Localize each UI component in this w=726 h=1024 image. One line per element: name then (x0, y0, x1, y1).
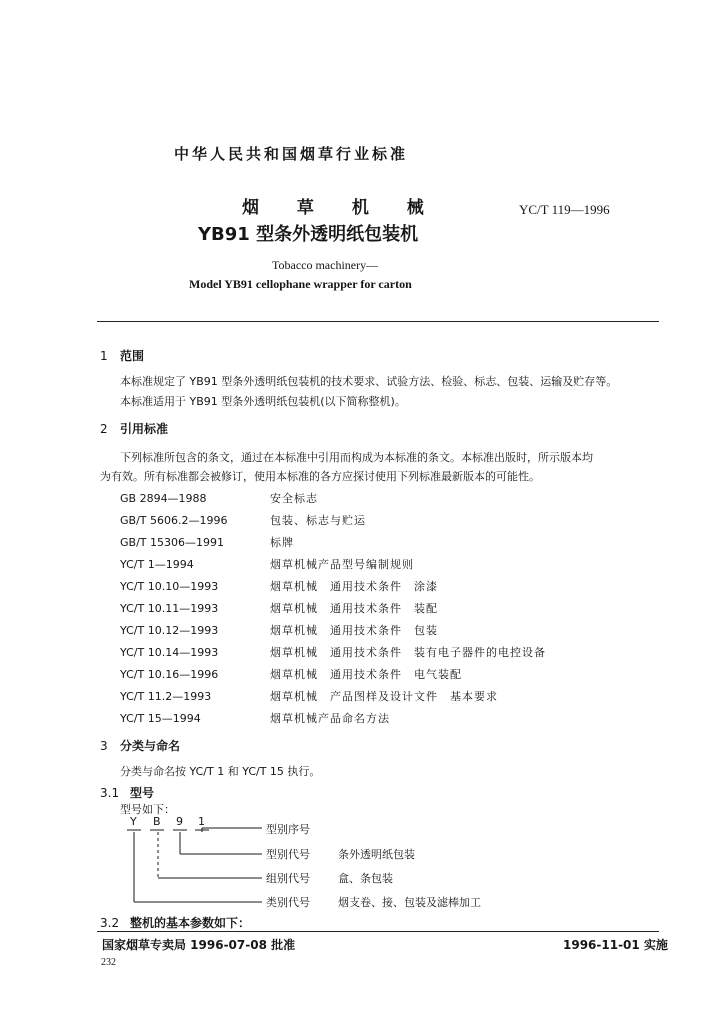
section-3-para: 分类与命名按 YC/T 1 和 YC/T 15 执行。 (120, 765, 321, 778)
english-title-line2: Model YB91 cellophane wrapper for carton (189, 277, 412, 291)
subsection-3-2-number: 3.2 (100, 916, 120, 930)
english-title-line1: Tobacco machinery— (272, 258, 379, 272)
reference-code: YC/T 10.16—1996 (120, 668, 219, 681)
model-letter-y: Y (130, 815, 137, 828)
subsection-3-1-title: 型号 (130, 786, 155, 800)
model-digit-1: 1 (198, 815, 205, 828)
reference-name: 烟草机械 通用技术条件 涂漆 (270, 580, 438, 593)
section-1-number: 1 (100, 349, 108, 363)
reference-name: 烟草机械 通用技术条件 装有电子器件的电控设备 (270, 646, 546, 659)
legend-label-1: 型别序号 (266, 823, 310, 836)
reference-name: 烟草机械 通用技术条件 装配 (270, 602, 438, 615)
reference-code: YC/T 1—1994 (120, 558, 194, 571)
reference-name: 安全标志 (270, 492, 318, 505)
subsection-3-1-number: 3.1 (100, 786, 120, 800)
reference-code: YC/T 11.2—1993 (120, 690, 212, 703)
section-1-title: 范围 (120, 349, 145, 363)
legend-label-2: 型别代号 (266, 848, 310, 861)
section-3-number: 3 (100, 739, 108, 753)
reference-name: 烟草机械 产品图样及设计文件 基本要求 (270, 690, 498, 703)
document-title-line2: YB91 型条外透明纸包装机 (198, 224, 419, 245)
section-1-para-2: 本标准适用于 YB91 型条外透明纸包装机(以下简称整机)。 (120, 395, 406, 408)
reference-code: YC/T 10.14—1993 (120, 646, 219, 659)
implementation-date: 1996-11-01 实施 (563, 938, 668, 952)
reference-code: GB/T 15306—1991 (120, 536, 224, 549)
section-1-para-1: 本标准规定了 YB91 型条外透明纸包装机的技术要求、试验方法、检验、标志、包装、运输及贮存等。 (120, 375, 618, 388)
reference-name: 标牌 (270, 536, 294, 549)
subsection-3-2-title: 整机的基本参数如下： (130, 916, 251, 930)
section-2-title: 引用标准 (120, 422, 169, 436)
section-2-number: 2 (100, 422, 108, 436)
model-letter-b: B (153, 815, 161, 828)
reference-name: 烟草机械产品型号编制规则 (270, 558, 414, 571)
standard-category-title: 中华人民共和国烟草行业标准 (174, 145, 409, 163)
section-3-title: 分类与命名 (120, 739, 181, 753)
reference-name: 包装、标志与贮运 (270, 514, 366, 527)
reference-code: GB 2894—1988 (120, 492, 207, 505)
footer-divider (97, 931, 659, 932)
reference-name: 烟草机械 通用技术条件 电气装配 (270, 668, 462, 681)
subsection-3-2-heading (100, 914, 250, 931)
legend-desc-3: 盒、条包装 (338, 872, 393, 885)
reference-code: YC/T 15—1994 (120, 712, 201, 725)
reference-name: 烟草机械产品命名方法 (270, 712, 390, 725)
legend-desc-2: 条外透明纸包装 (338, 848, 415, 861)
document-title-line1: 烟 草 机 械 (242, 198, 440, 218)
section-2-para-line-2: 为有效。所有标准都会被修订，使用本标准的各方应探讨使用下列标准最新版本的可能性。 (100, 470, 540, 483)
reference-name: 烟草机械 通用技术条件 包装 (270, 624, 438, 637)
legend-label-4: 类别代号 (266, 896, 310, 909)
approval-statement: 国家烟草专卖局 1996-07-08 批准 (102, 938, 296, 952)
page-number: 232 (101, 957, 116, 968)
legend-desc-4: 烟支卷、接、包装及滤棒加工 (338, 896, 481, 909)
standard-number: YC/T 119—1996 (519, 202, 610, 217)
model-intro: 型号如下： (120, 803, 175, 816)
reference-code: YC/T 10.11—1993 (120, 602, 219, 615)
model-digit-9: 9 (176, 815, 183, 828)
legend-label-3: 组别代号 (266, 872, 310, 885)
reference-code: GB/T 5606.2—1996 (120, 514, 228, 527)
reference-code: YC/T 10.12—1993 (120, 624, 219, 637)
reference-code: YC/T 10.10—1993 (120, 580, 219, 593)
section-2-para-line-1: 下列标准所包含的条文，通过在本标准中引用而构成为本标准的条文。本标准出版时，所示版本均 (120, 451, 593, 464)
